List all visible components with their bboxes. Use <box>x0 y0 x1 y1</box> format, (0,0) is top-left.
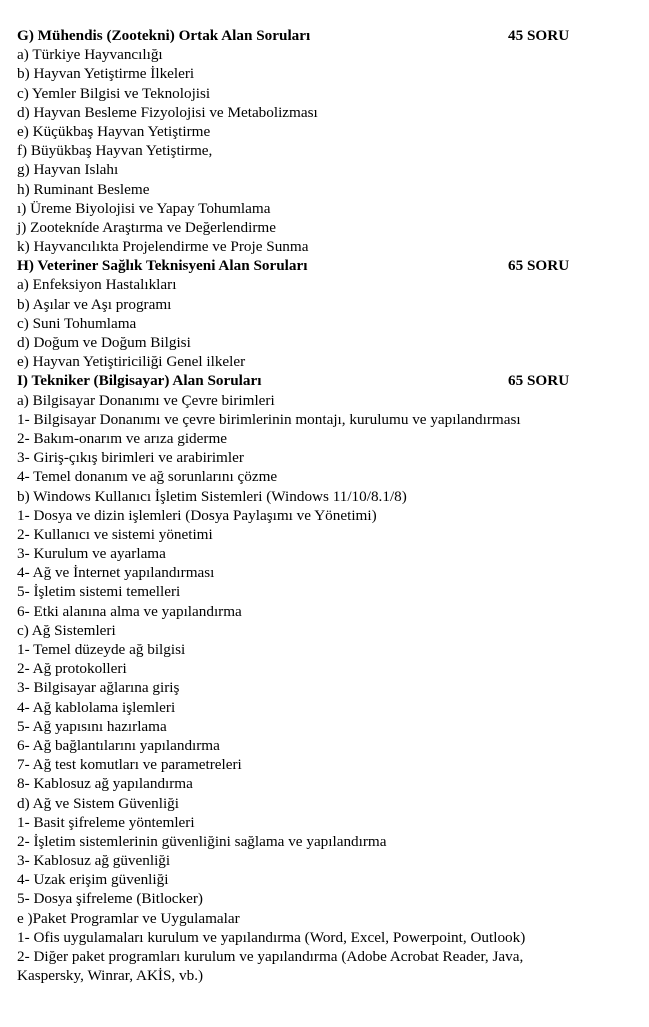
list-item: 6- Etki alanına alma ve yapılandırma <box>17 602 242 620</box>
list-item: f) Büyükbaş Hayvan Yetiştirme, <box>17 142 213 160</box>
list-item: g) Hayvan Islahı <box>17 161 119 179</box>
list-item: 3- Kurulum ve ayarlama <box>17 545 166 563</box>
list-item: d) Hayvan Besleme Fizyolojisi ve Metabolizması <box>17 103 318 121</box>
document-page <box>17 26 637 985</box>
list-item: e) Küçükbaş Hayvan Yetiştirme <box>17 122 211 140</box>
list-item: 1- Basit şifreleme yöntemleri <box>17 813 195 831</box>
list-item: 7- Ağ test komutları ve parametreleri <box>17 756 242 774</box>
list-item: 3- Giriş-çıkış birimleri ve arabirimler <box>17 449 244 467</box>
list-item: 8- Kablosuz ağ yapılandırma <box>17 775 193 793</box>
list-item: d) Ağ ve Sistem Güvenliği <box>17 794 179 812</box>
section-title: I) Tekniker (Bilgisayar) Alan Soruları <box>17 372 262 390</box>
section-title: G) Mühendis (Zootekni) Ortak Alan Soruları <box>17 27 311 44</box>
list-item: c) Ağ Sistemleri <box>17 621 116 639</box>
list-item: 5- Ağ yapısını hazırlama <box>17 717 167 735</box>
list-item: a) Enfeksiyon Hastalıkları <box>17 276 177 294</box>
section-heading <box>17 256 637 275</box>
list-item: 3- Bilgisayar ağlarına giriş <box>17 679 180 697</box>
list-item: 4- Temel donanım ve ağ sorunlarını çözme <box>17 468 278 486</box>
list-item: 5- Dosya şifreleme (Bitlocker) <box>17 890 203 908</box>
list-item: c) Suni Tohumlama <box>17 314 137 332</box>
list-item: 1- Ofis uygulamaları kurulum ve yapılandırma (Word, Excel, Powerpoint, Outlook) <box>17 928 526 946</box>
question-count: 45 SORU <box>508 27 570 44</box>
list-item: c) Yemler Bilgisi ve Teknolojisi <box>17 84 211 102</box>
list-item: ı) Üreme Biyolojisi ve Yapay Tohumlama <box>17 199 271 217</box>
list-item: b) Windows Kullanıcı İşletim Sistemleri (Windows 11/10/8.1/8) <box>17 487 407 505</box>
list-item: 2- Kullanıcı ve sistemi yönetimi <box>17 525 213 543</box>
question-count: 65 SORU <box>508 372 570 390</box>
list-item: e )Paket Programlar ve Uygulamalar <box>17 909 240 927</box>
question-count: 65 SORU <box>508 257 570 275</box>
list-item: Kaspersky, Winrar, AKİS, vb.) <box>17 967 204 985</box>
list-item: 2- Bakım-onarım ve arıza giderme <box>17 429 228 447</box>
list-item: 2- Ağ protokolleri <box>17 660 127 678</box>
list-item: 4- Ağ ve İnternet yapılandırması <box>17 564 215 582</box>
list-item: 4- Uzak erişim güvenliği <box>17 871 169 889</box>
list-item: 1- Bilgisayar Donanımı ve çevre birimlerinin montajı, kurulumu ve yapılandırması <box>17 410 521 428</box>
list-item: b) Hayvan Yetiştirme İlkeleri <box>17 65 195 83</box>
section-heading <box>17 26 637 45</box>
list-item: h) Ruminant Besleme <box>17 180 150 198</box>
list-item: k) Hayvancılıkta Projelendirme ve Proje Sunma <box>17 238 309 256</box>
list-item: 2- Diğer paket programları kurulum ve yapılandırma (Adobe Acrobat Reader, Java, <box>17 948 524 965</box>
list-item: b) Aşılar ve Aşı programı <box>17 295 172 313</box>
list-item: 5- İşletim sistemi temelleri <box>17 583 181 601</box>
list-item: 6- Ağ bağlantılarını yapılandırma <box>17 736 220 754</box>
list-item: d) Doğum ve Doğum Bilgisi <box>17 334 191 351</box>
list-item: 1- Dosya ve dizin işlemleri (Dosya Paylaşımı ve Yönetimi) <box>17 506 377 524</box>
section-heading <box>17 371 637 390</box>
section-title: H) Veteriner Sağlık Teknisyeni Alan Soruları <box>17 257 308 275</box>
list-item: e) Hayvan Yetiştiriciliği Genel ilkeler <box>17 353 246 371</box>
list-item: 1- Temel düzeyde ağ bilgisi <box>17 641 186 658</box>
list-item: a) Bilgisayar Donanımı ve Çevre birimleri <box>17 391 275 409</box>
list-item: 3- Kablosuz ağ güvenliği <box>17 852 171 870</box>
list-item: 4- Ağ kablolama işlemleri <box>17 698 176 716</box>
list-item: 2- İşletim sistemlerinin güvenliğini sağlama ve yapılandırma <box>17 832 387 850</box>
list-item: a) Türkiye Hayvancılığı <box>17 46 163 64</box>
list-item: j) Zootekníde Araştırma ve Değerlendirme <box>17 218 276 236</box>
